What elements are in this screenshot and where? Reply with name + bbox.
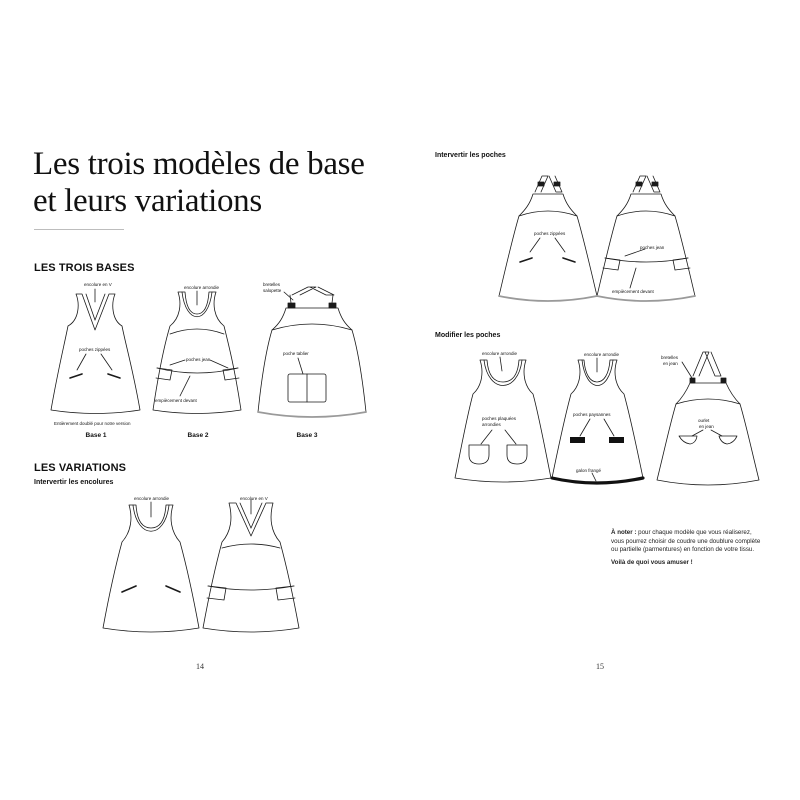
sp1-drawing <box>499 176 597 301</box>
base2-body <box>153 292 241 414</box>
base2-neckline-label: encolure arrondie <box>184 285 220 290</box>
title-line-1: Les trois modèles de base <box>33 146 365 182</box>
mp3-pockets-label-1: ourlet <box>698 418 710 423</box>
sp2-pockets-arrow <box>625 249 645 256</box>
note-lead: À noter : <box>611 529 637 536</box>
variations-heading: LES VARIATIONS <box>34 462 127 474</box>
base3-pocket-arrow <box>298 358 303 374</box>
zipper-pocket-icon <box>70 374 120 378</box>
sp2-hem-accent <box>597 296 695 301</box>
base3-drawing <box>258 287 366 417</box>
strap-buckle-icon <box>288 303 336 308</box>
var2-yoke-seam <box>208 586 294 590</box>
mp1-pockets-arrow <box>505 430 516 444</box>
base3-caption: Base 3 <box>296 432 318 439</box>
mp2-trim-arrow <box>592 473 596 481</box>
base3-straps-label-1: bretelles <box>263 282 281 287</box>
mp2-neckline-label: encolure arrondie <box>584 352 620 357</box>
zipper-pocket-icon <box>122 586 180 592</box>
base1-inner-v <box>86 294 95 320</box>
mp1-pocket-left <box>469 445 489 464</box>
mp3-drawing <box>657 352 759 485</box>
base1-pockets-arrow <box>101 354 112 370</box>
mp3-body <box>657 383 759 485</box>
base2-pockets-arrow <box>170 360 185 365</box>
mp2-drawing <box>552 358 643 483</box>
base3-bib-line <box>272 324 352 330</box>
mp2-pockets-label: poches paysannes <box>573 412 611 417</box>
var2-neckline-label: encolure en V <box>240 496 268 501</box>
base3-strap-left <box>290 295 291 303</box>
swap-necklines-heading: Intervertir les encolures <box>34 479 114 486</box>
var2-drawing <box>203 500 299 632</box>
base2-yoke-seam <box>157 368 238 373</box>
base1-body <box>51 294 140 414</box>
mp1-pockets-arrow <box>481 430 492 444</box>
mp2-pocket-left <box>570 437 585 443</box>
var2-yoke-top <box>222 544 280 548</box>
var1-body <box>103 505 199 632</box>
sp2-yoke-arrow <box>630 268 636 288</box>
base3-straps <box>292 287 334 295</box>
mp3-straps-label-1: bretelles <box>661 355 679 360</box>
base2-yoke-top <box>170 329 224 334</box>
base1-pockets-arrow <box>77 354 86 370</box>
sp1-hem-accent <box>499 296 597 301</box>
base2-pockets-arrow <box>210 360 228 368</box>
base2-drawing <box>153 291 241 414</box>
mp1-pockets-label-1: poches plaquées <box>482 416 517 421</box>
mp3-straps <box>693 352 721 376</box>
mp2-fringe-trim <box>552 478 643 483</box>
mp3-pockets-arrow <box>692 430 703 436</box>
mp3-pocket-right <box>719 436 737 444</box>
mp2-pockets-arrow <box>604 419 614 436</box>
swap-pockets-heading: Intervertir les poches <box>435 152 506 159</box>
mp2-pocket-right <box>609 437 624 443</box>
sp2-body <box>597 194 695 301</box>
strap-buckle-icon <box>690 378 726 383</box>
mp1-neckline-arrow <box>500 357 502 371</box>
sp2-bib-line <box>617 211 675 216</box>
mp3-bib-line <box>676 399 740 404</box>
sp1-pockets-arrow <box>555 238 565 252</box>
var1-drawing <box>103 502 199 632</box>
note-body: pour chaque modèle que vous réaliserez, vous pourrez choisir de coudre une doublure complète ou partielle (parmentures) en fonction de votre tissu. <box>611 529 761 554</box>
mp3-pockets-arrow <box>711 430 722 436</box>
mp3-straps-label-2: en jean <box>663 361 678 366</box>
mp2-trim-label: galon frangé <box>576 468 602 473</box>
var2-body <box>203 503 299 632</box>
mp1-pockets-label-2: arrondies <box>482 422 501 427</box>
mp1-body <box>455 360 551 482</box>
base2-pockets-label: poches jean <box>186 357 211 362</box>
strap-buckle-icon <box>538 182 560 186</box>
base1-pockets-label: poches zippées <box>79 347 111 352</box>
sp2-pockets-label: poches jean <box>640 245 665 250</box>
base3-straps-label-2: salopette <box>263 288 282 293</box>
base1-lining-label: Entièrement doublé pour notre version <box>54 421 131 426</box>
base1-neckline-label: encolure en V <box>84 282 112 287</box>
base2-yoke-label: empiècement devant <box>155 398 197 403</box>
left-folio: 14 <box>196 662 204 671</box>
sp1-pockets-label: poches zippées <box>534 231 566 236</box>
base3-pocket-label: poche tablier <box>283 351 309 356</box>
modify-pockets-heading: Modifier les poches <box>435 332 501 339</box>
base3-straps-arrow <box>284 292 293 300</box>
mp1-neckline-label: encolure arrondie <box>482 351 518 356</box>
base1-drawing <box>51 289 140 414</box>
mp1-drawing <box>455 357 551 482</box>
mp2-body <box>552 360 643 483</box>
mp2-pockets-arrow <box>580 419 590 436</box>
mp1-pocket-right <box>507 445 527 464</box>
base2-yoke-arrow <box>180 376 190 396</box>
note-closing: Voilà de quoi vous amuser ! <box>611 558 693 566</box>
base3-strap-right <box>332 295 333 303</box>
sp1-body <box>499 194 597 301</box>
zipper-pocket-icon <box>520 258 575 262</box>
base1-caption: Base 1 <box>85 432 107 439</box>
strap-buckle-icon <box>636 182 658 186</box>
sp2-drawing <box>597 176 695 301</box>
var1-neckline-label: encolure arrondie <box>134 496 170 501</box>
mp3-pockets-label-2: en jean <box>699 424 714 429</box>
base2-caption: Base 2 <box>187 432 209 439</box>
mp3-pocket-left <box>679 436 697 444</box>
mp3-straps-arrow <box>682 362 692 378</box>
title-line-2: et leurs variations <box>33 183 262 219</box>
sp1-bib-line <box>519 211 577 216</box>
sp1-pockets-arrow <box>530 238 540 252</box>
right-folio: 15 <box>596 662 604 671</box>
bases-heading: LES TROIS BASES <box>34 262 135 274</box>
base3-hem-accent <box>258 412 366 417</box>
sp2-yoke-label: empiècement devant <box>612 289 654 294</box>
